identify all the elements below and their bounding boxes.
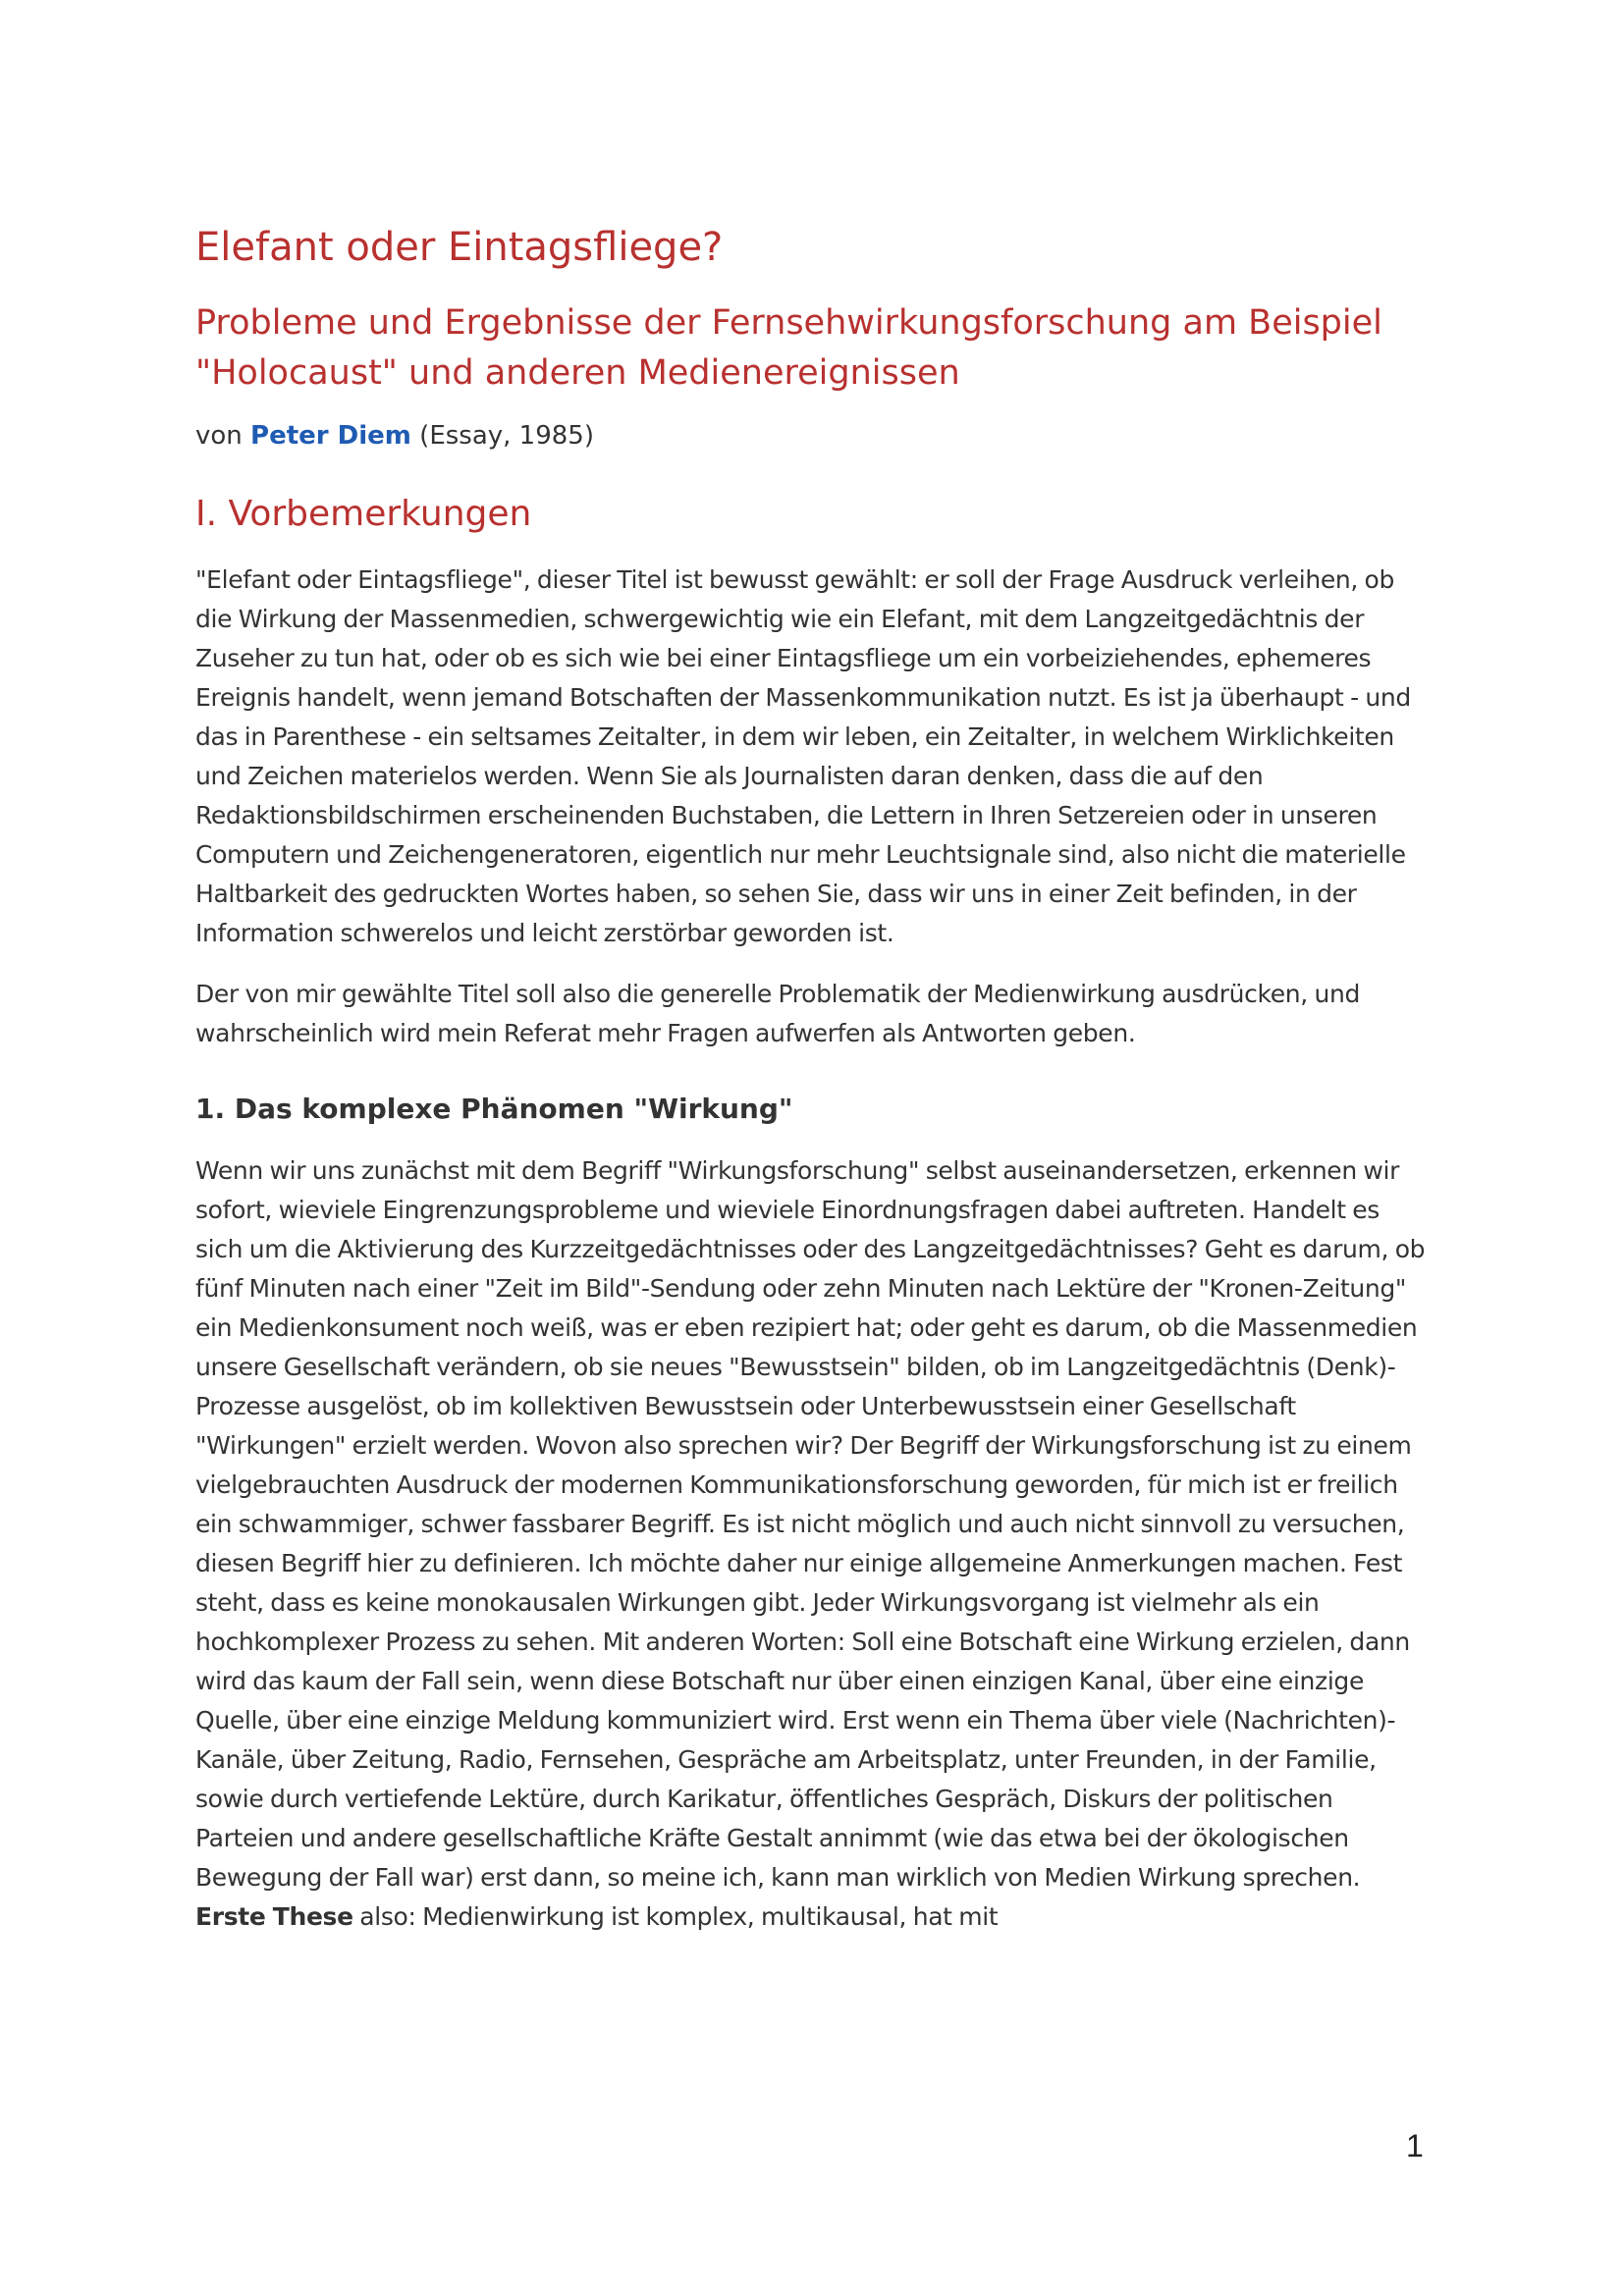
author-link[interactable]: Peter Diem — [250, 420, 411, 451]
byline-suffix: (Essay, 1985) — [410, 420, 594, 451]
thesis-label: Erste These — [195, 1901, 353, 1931]
paragraph-text-tail: also: Medienwirkung ist komplex, multikausal, hat mit — [352, 1901, 999, 1931]
byline — [195, 418, 1433, 454]
document-page — [195, 224, 1433, 1958]
subsection-heading-wirkung: 1. Das komplexe Phänomen "Wirkung" — [195, 1093, 793, 1126]
paragraph: "Elefant oder Eintagsfliege", dieser Titel ist bewusst gewählt: er soll der Frage Ausdruck verleihen, ob die Wirkung der Massenmedien, schwergewichtig wie ein Elefant, mit dem Langzeitgedächtnis der Zuseher zu tun hat, oder ob es sich wie bei einer Eintagsfliege um ein vorbeiziehendes, ephemeres Ereignis handelt, wenn jemand Botschaften der Massenkommunikation nutzt. Es ist ja überhaupt - und das in Parenthese - ein seltsames Zeitalter, in dem wir leben, ein Zeitalter, in welchem Wirklichkeiten und Zeichen materielos werden. Wenn Sie als Journalisten daran denken, dass die auf den Redaktionsbildschirmen erscheinenden Buchstaben, die Lettern in Ihren Setzereien oder in unseren Computern und Zeichengeneratoren, eigentlich nur mehr Leuchtsignale sind, also nicht die materielle Haltbarkeit des gedruckten Wortes haben, so sehen Sie, dass wir uns in einer Zeit befinden, in der Information schwerelos und leicht zerstörbar geworden ist. — [195, 565, 1411, 948]
document-title: Elefant oder Eintagsfliege? — [195, 225, 724, 270]
document-subtitle: Probleme und Ergebnisse der Fernsehwirkungsforschung am Beispiel "Holocaust" und anderen Medienereignissen — [195, 303, 1382, 393]
paragraph: Der von mir gewählte Titel soll also die generelle Problematik der Medienwirkung ausdrücken, und wahrscheinlich wird mein Referat mehr Fragen aufwerfen als Antworten geben. — [195, 980, 1361, 1048]
section-heading-vorbemerkungen: I. Vorbemerkungen — [195, 493, 532, 534]
paragraph-text: Wenn wir uns zunächst mit dem Begriff "Wirkungsforschung" selbst auseinandersetzen, erkennen wir sofort, wieviele Eingrenzungsprobleme und wieviele Einordnungsfragen dabei auftreten. Handelt es sich um die Aktivierung des Kurzzeitgedächtnisses oder des Langzeitgedächtnisses? Geht es darum, ob fünf Minuten nach einer "Zeit im Bild"-Sendung oder zehn Minuten nach Lektüre der "Kronen-Zeitung" ein Medienkonsument noch weiß, was er eben rezipiert hat; oder geht es darum, ob die Massenmedien unsere Gesellschaft verändern, ob sie neues "Bewusstsein" bilden, ob im Langzeitgedächtnis (Denk)-Prozesse ausgelöst, ob im kollektiven Bewusstsein oder Unterbewusstsein einer Gesellschaft "Wirkungen" erzielt werden. Wovon also sprechen wir? Der Begriff der Wirkungsforschung ist zu einem vielgebrauchten Ausdruck der modernen Kommunikationsforschung geworden, für mich ist er freilich ein schwammiger, schwer fassbarer Begriff. Es ist nicht möglich und auch nicht sinnvoll zu versuchen, diesen Begriff hier zu definieren. Ich möchte daher nur einige allgemeine Anmerkungen machen. Fest steht, dass es keine monokausalen Wirkungen gibt. Jeder Wirkungsvorgang ist vielmehr als ein hochkomplexer Prozess zu sehen. Mit anderen Worten: Soll eine Botschaft eine Wirkung erzielen, dann wird das kaum der Fall sein, wenn diese Botschaft nur über einen einzigen Kanal, über eine einzige Quelle, über eine einzige Meldung kommuniziert wird. Erst wenn ein Thema über viele (Nachrichten)-Kanäle, über Zeitung, Radio, Fernsehen, Gespräche am Arbeitsplatz, unter Freunden, in der Familie, sowie durch vertiefende Lektüre, durch Karikatur, öffentliches Gespräch, Diskurs der politischen Parteien und andere gesellschaftliche Kräfte Gestalt annimmt (wie das etwa bei der ökologischen Bewegung der Fall war) erst dann, so meine ich, kann man wirklich von Medien Wirkung sprechen. — [195, 1155, 1426, 1892]
page-number: 1 — [1406, 2128, 1424, 2163]
byline-prefix: von — [195, 420, 251, 451]
paragraph — [195, 1151, 1433, 1937]
